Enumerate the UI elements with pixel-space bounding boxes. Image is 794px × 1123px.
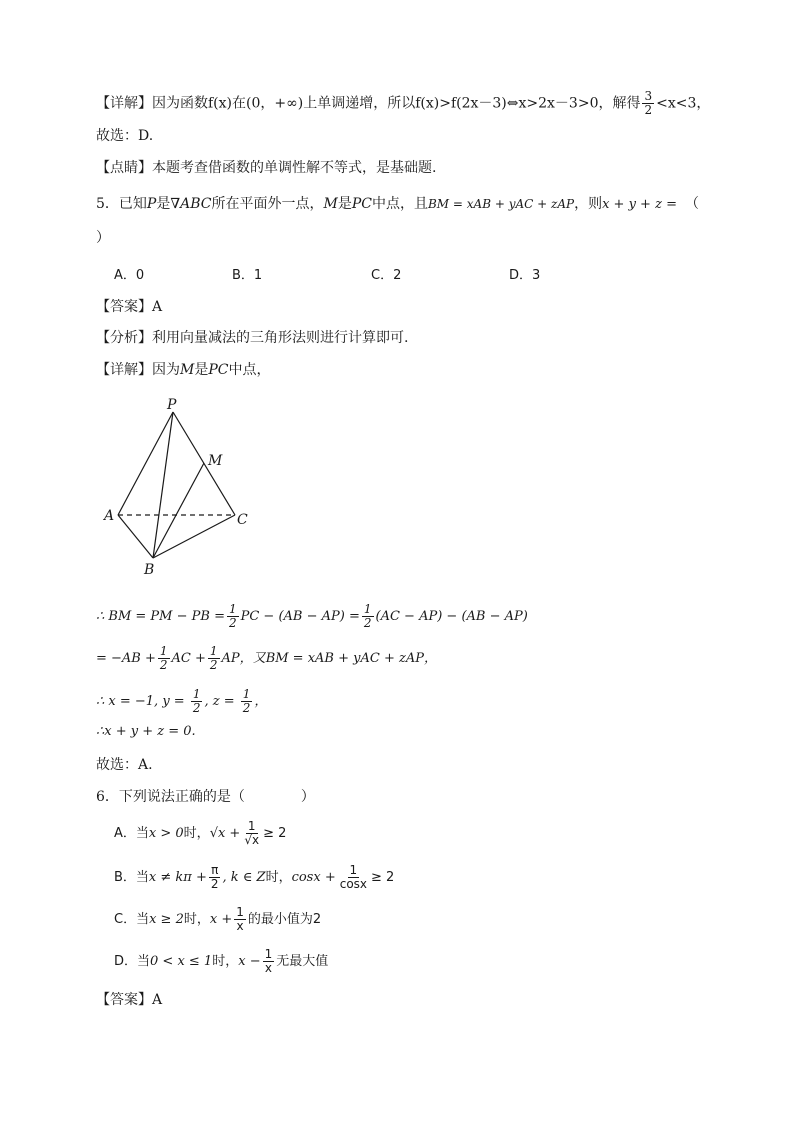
q5-analysis: 利用向量减法的三角形法则进行计算即可. [152, 330, 409, 346]
q5-stem-d: ∇ABC [170, 196, 212, 212]
q5-detail-a: 因为 [152, 362, 180, 378]
q6-option-d: D．当0 < x ≤ 1时，x − $\frac{1}{x}$ 无最大值 [114, 947, 329, 975]
q5-eq2 [96, 645, 437, 672]
q6-d-frac: $\frac{1}{x}$ [264, 947, 273, 975]
half-frac: $\frac{1}{2}$ [159, 644, 168, 672]
label-p: P [167, 397, 177, 413]
q5-choose: 故选：A. [96, 757, 153, 773]
q6-answer-tag: 【答案】 [96, 992, 152, 1008]
q5-stem-b: P [146, 196, 157, 212]
q5-eq2-a: = −AB + [96, 651, 156, 666]
q4-comment-tag: 【点睛】 [96, 160, 152, 176]
half-frac: $\frac{1}{2}$ [209, 644, 218, 672]
q5-detail-b: M [180, 362, 195, 378]
tetrahedron-figure [96, 392, 266, 582]
q6-a-frac: $\frac{1}{√x}$ [244, 819, 260, 847]
q4-comment-line [96, 158, 436, 178]
q5-eq3-b: , z = [204, 694, 239, 709]
q5-stem-g: 是 [337, 196, 352, 212]
q5-stem-c: 是 [156, 196, 171, 212]
half-frac: $\frac{1}{2}$ [228, 602, 237, 630]
half-frac: $\frac{1}{2}$ [192, 687, 201, 715]
q5-analysis-line [96, 328, 408, 348]
q5-eq2-d: BM = xAB + yAC + zAP， [265, 651, 437, 666]
segment-bm [153, 463, 204, 558]
q5-eq3 [96, 688, 267, 715]
q5-detail-d: PC [208, 362, 229, 378]
half-frac: $\frac{1}{2}$ [363, 602, 372, 630]
q5-stem-h: PC [351, 196, 372, 212]
q5-eq2-c: AP，又 [221, 651, 266, 666]
q6-stem: 6．下列说法正确的是（ ） [96, 789, 315, 805]
q6-b-frac-cos: $\frac{1}{\cos x}$ [339, 863, 368, 891]
q5-answer-line [96, 297, 162, 317]
q5-stem-a: 5．已知 [96, 196, 147, 212]
q5-eq3-c: ， [254, 694, 268, 709]
q4-choose: 故选：D. [96, 128, 154, 144]
label-a: A [104, 508, 115, 524]
q6-answer-line [96, 990, 162, 1010]
q5-stem-f: M [323, 196, 338, 212]
q5-detail-tag: 【详解】 [96, 362, 152, 378]
q6-option-a: A．当x > 0时，√x + $\frac{1}{√x}$ ≥ 2 [114, 819, 287, 847]
q5-answer: A [152, 299, 163, 315]
edge-pa [118, 412, 173, 515]
q6-b-frac-pi: $\frac{\pi}{2}$ [210, 863, 219, 891]
q5-eq3-a: ∴ x = −1, y = [96, 694, 189, 709]
q4-detail-tail: <x<3， [656, 95, 711, 112]
q5-stem-line [96, 194, 699, 215]
q5-stem-e: 所在平面外一点， [211, 196, 324, 212]
edge-pb [153, 412, 173, 558]
edge-bc [153, 515, 235, 558]
q5-eq1-b: PC − (AB − AP) = [240, 609, 360, 624]
q5-option-d: D．3 [509, 268, 541, 283]
q5-analysis-tag: 【分析】 [96, 330, 152, 346]
q5-option-c: C．2 [371, 268, 402, 283]
q6-answer: A [152, 992, 163, 1008]
q5-sum-expression: x + y + z = [602, 197, 677, 212]
q5-eq1-c: (AC − AP) − (AB − AP) [375, 609, 528, 624]
half-frac: $\frac{1}{2}$ [242, 687, 251, 715]
q5-answer-tag: 【答案】 [96, 299, 152, 315]
q4-detail-fraction: $\frac{3}{2}$ [644, 89, 653, 117]
q5-vector-equation: BM = xAB + yAC + zAP [427, 197, 575, 211]
q5-eq4: ∴x + y + z = 0. [96, 724, 196, 739]
q4-detail-text: 因为函数f(x)在(0，+∞)上单调递增，所以f(x)>f(2x－3)⇔x>2x－3>0，解得 [152, 95, 641, 112]
q5-stem-k: ，则 [574, 196, 603, 212]
label-c: C [237, 512, 248, 528]
q6-c-frac: $\frac{1}{x}$ [236, 905, 244, 933]
q5-detail-c: 是 [194, 362, 209, 378]
q6-option-b: B．当x ≠ kπ + $\frac{\pi}{2}$ , k ∈ Z时，cosx + $\frac{1}{\cos x}$ ≥ 2 [114, 863, 395, 891]
edge-ab [118, 515, 153, 558]
q4-detail-tag: 【详解】 [96, 95, 152, 112]
q5-eq2-b: AC + [171, 651, 206, 666]
q5-option-b: B．1 [232, 268, 263, 283]
q4-comment-text: 本题考查借函数的单调性解不等式，是基础题. [152, 160, 437, 176]
q5-eq1 [96, 603, 528, 630]
q5-option-a: A．0 [114, 268, 145, 283]
q6-option-c: C．当x ≥ 2时，x + $\frac{1}{x}$ 的最小值为2 [114, 905, 322, 933]
q5-stem-close: ） [96, 230, 110, 246]
q5-eq1-a: ∴ BM = PM − PB = [96, 609, 225, 624]
q5-detail-e: 中点， [228, 362, 271, 378]
q5-stem-m: （ [684, 196, 699, 212]
label-m: M [208, 453, 223, 469]
label-b: B [144, 562, 155, 578]
q5-stem-i: 中点，且 [371, 196, 428, 212]
q5-detail-line [96, 360, 270, 380]
q4-detail-line [96, 90, 710, 117]
